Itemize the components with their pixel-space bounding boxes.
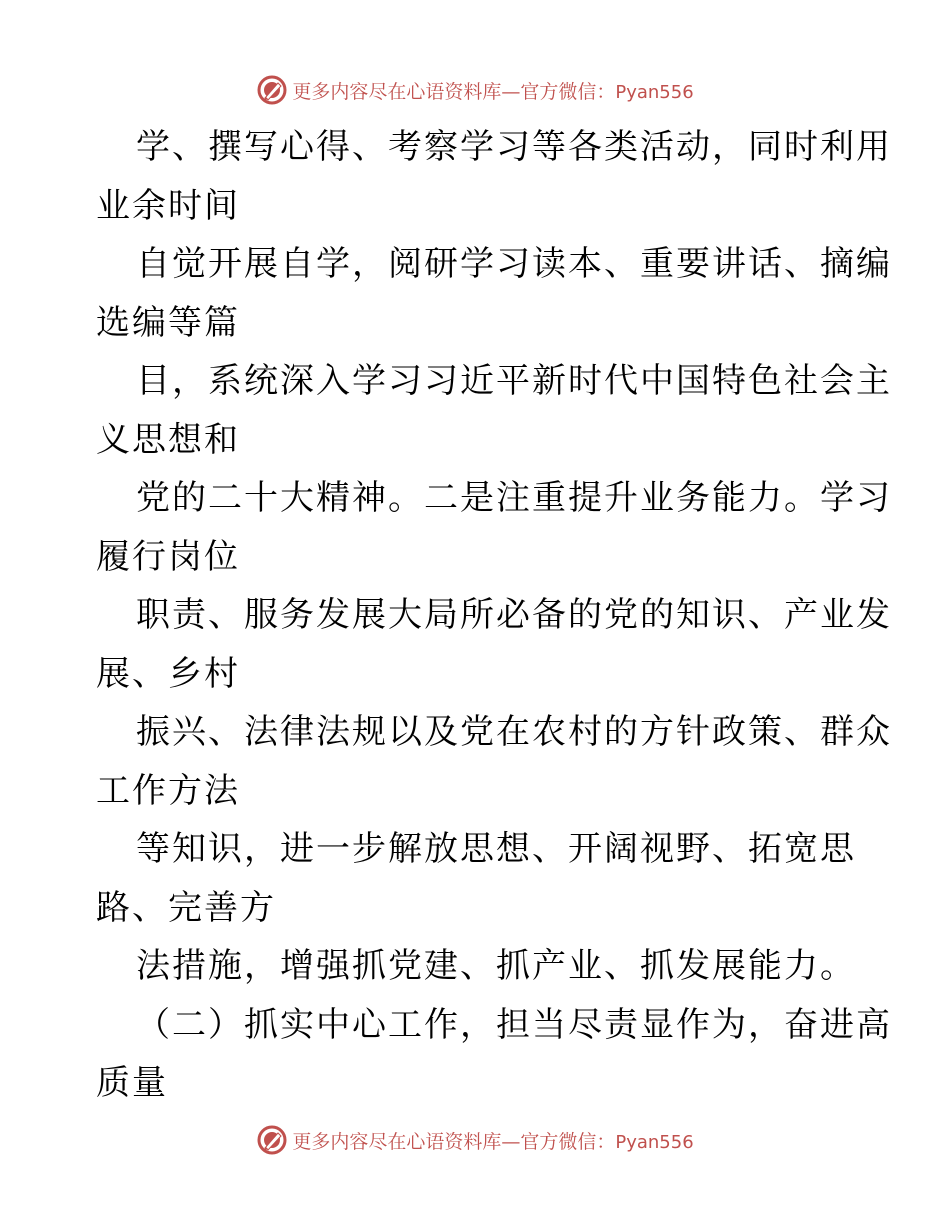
header-watermark xyxy=(0,70,950,110)
text-line: 学、撰写心得、考察学习等各类活动，同时利用 xyxy=(136,127,892,167)
text-line: 自觉开展自学，阅研学习读本、重要讲话、摘编 xyxy=(136,244,892,284)
pen-seal-logo-icon xyxy=(256,74,288,106)
text-line: 党的二十大精神。二是注重提升业务能力。学习 xyxy=(136,478,892,518)
watermark-wechat-id: Pyan556 xyxy=(615,81,694,103)
text-line: 职责、服务发展大局所必备的党的知识、产业发 xyxy=(136,595,892,635)
text-line: 工作方法 xyxy=(96,770,240,811)
watermark-text: 更多内容尽在心语资料库—官方微信：Pyan556 xyxy=(292,1130,694,1153)
text-line: 选编等篇 xyxy=(96,302,240,343)
footer-watermark xyxy=(0,1120,950,1160)
text-line: 业余时间 xyxy=(96,185,240,226)
watermark-wechat-id: Pyan556 xyxy=(615,1131,694,1153)
text-line: 路、完善方 xyxy=(96,887,276,928)
text-line: 目，系统深入学习习近平新时代中国特色社会主 xyxy=(136,361,892,401)
text-line: 振兴、法律法规以及党在农村的方针政策、群众 xyxy=(136,712,892,752)
text-line: 质量 xyxy=(96,1063,168,1103)
watermark-text: 更多内容尽在心语资料库—官方微信：Pyan556 xyxy=(292,80,694,103)
body-text xyxy=(96,118,892,1113)
pen-seal-logo-icon xyxy=(256,1124,288,1156)
text-line: （二）抓实中心工作，担当尽责显作为，奋进高 xyxy=(136,1004,892,1045)
text-line: 义思想和 xyxy=(96,419,240,460)
text-line: 法措施，增强抓党建、抓产业、抓发展能力。 xyxy=(136,946,856,986)
text-line: 等知识，进一步解放思想、开阔视野、拓宽思 xyxy=(136,829,856,869)
text-line: 展、乡村 xyxy=(96,653,240,694)
text-line: 履行岗位 xyxy=(96,536,240,577)
